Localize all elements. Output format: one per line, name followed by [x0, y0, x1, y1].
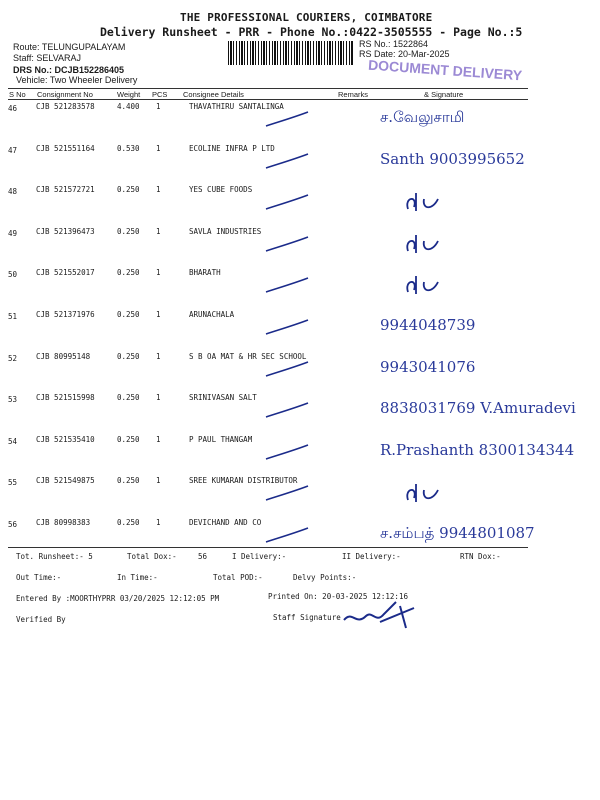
row-consignee: S B OA MAT & HR SEC SCHOOL [189, 352, 307, 361]
barcode [228, 41, 354, 65]
row-signature: 9943041076 [380, 358, 476, 376]
rs-number: RS No.: 1522864 [359, 39, 429, 49]
col-pcs: PCS [152, 90, 168, 99]
row-signature: 9944048739 [380, 316, 476, 334]
row-pcs: 1 [156, 518, 161, 527]
delivery-tick-mark [262, 235, 312, 255]
delivery-tick-mark [262, 276, 312, 296]
delivery-tick-mark [262, 110, 312, 130]
col-weight: Weight [117, 90, 141, 99]
col-sno: S No [9, 90, 26, 99]
row-pcs: 1 [156, 476, 161, 485]
row-consignment-no: CJB 521552017 [36, 268, 95, 277]
delivery-tick-mark [262, 401, 312, 421]
row-sno: 52 [8, 354, 18, 363]
initials-scribble [402, 189, 442, 215]
row-consignment-no: CJB 521283578 [36, 102, 95, 111]
row-sno: 53 [8, 395, 18, 404]
delivery-tick-mark [262, 318, 312, 338]
printed-on: Printed On: 20-03-2025 12:12:16 [268, 592, 408, 601]
row-sno: 47 [8, 146, 18, 155]
row-weight: 0.250 [117, 227, 140, 236]
col-consignment: Consignment No [37, 90, 93, 99]
row-sno: 51 [8, 312, 18, 321]
out-time: Out Time:- [16, 573, 62, 582]
total-dox-label: Total Dox:- [127, 552, 177, 561]
row-sno: 48 [8, 187, 18, 196]
drs-number: DRS No.: DCJB152286405 [13, 65, 125, 75]
staff-signature-scribble [340, 598, 430, 630]
delivery-tick-mark [262, 484, 312, 504]
row-consignment-no: CJB 521535410 [36, 435, 95, 444]
delivery-tick-mark [262, 443, 312, 463]
initials-scribble [402, 272, 442, 298]
header-top-rule [8, 88, 528, 89]
col-signature: & Signature [424, 90, 464, 99]
row-consignment-no: CJB 521572721 [36, 185, 95, 194]
row-sno: 46 [8, 104, 18, 113]
row-consignee: SAVLA INDUSTRIES [189, 227, 262, 236]
ii-delivery: II Delivery:- [342, 552, 401, 561]
row-pcs: 1 [156, 268, 161, 277]
row-weight: 0.250 [117, 352, 140, 361]
company-title: THE PROFESSIONAL COURIERS, COIMBATORE [180, 11, 433, 24]
row-consignee: ECOLINE INFRA P LTD [189, 144, 275, 153]
initials-scribble [402, 231, 442, 257]
staff-signature-label: Staff Signature [273, 613, 341, 622]
row-consignee: YES CUBE FOODS [189, 185, 253, 194]
runsheet-subtitle: Delivery Runsheet - PRR - Phone No.:0422-3505555 - Page No.:5 [100, 25, 523, 39]
row-sno: 55 [8, 478, 18, 487]
row-weight: 4.400 [117, 102, 140, 111]
row-pcs: 1 [156, 144, 161, 153]
row-consignment-no: CJB 521371976 [36, 310, 95, 319]
verified-by: Verified By [16, 615, 66, 624]
row-weight: 0.250 [117, 268, 140, 277]
vehicle-label: Vehicle: Two Wheeler Delivery [16, 75, 138, 85]
route-label: Route: TELUNGUPALAYAM [13, 42, 126, 52]
delivery-tick-mark [262, 193, 312, 213]
delivery-tick-mark [262, 526, 312, 546]
row-sno: 54 [8, 437, 18, 446]
row-pcs: 1 [156, 102, 161, 111]
row-sno: 49 [8, 229, 18, 238]
row-consignee: THAVATHIRU SANTALINGA [189, 102, 284, 111]
row-weight: 0.250 [117, 310, 140, 319]
row-weight: 0.250 [117, 185, 140, 194]
delivery-tick-mark [262, 360, 312, 380]
row-weight: 0.250 [117, 476, 140, 485]
row-consignment-no: CJB 80998383 [36, 518, 91, 527]
entered-by: Entered By :MOORTHYPRR 03/20/2025 12:12:05 PM [16, 594, 220, 603]
row-consignment-no: CJB 521515998 [36, 393, 95, 402]
rs-date: RS Date: 20-Mar-2025 [359, 49, 450, 59]
row-signature: Santh 9003995652 [380, 150, 525, 168]
row-pcs: 1 [156, 352, 161, 361]
total-pod: Total POD:- [213, 573, 263, 582]
in-time: In Time:- [117, 573, 158, 582]
row-consignee: P PAUL THANGAM [189, 435, 253, 444]
delvy-points: Delvy Points:- [293, 573, 357, 582]
row-weight: 0.250 [117, 393, 140, 402]
delivery-stamp: DOCUMENT DELIVERY [367, 56, 523, 84]
row-weight: 0.250 [117, 435, 140, 444]
row-signature: ச.வேலுசாமி [380, 108, 465, 126]
header-bottom-rule [8, 99, 528, 100]
row-consignment-no: CJB 521551164 [36, 144, 95, 153]
initials-scribble [402, 480, 442, 506]
row-signature: R.Prashanth 8300134344 [380, 441, 575, 459]
row-sno: 56 [8, 520, 18, 529]
row-consignee: BHARATH [189, 268, 221, 277]
row-pcs: 1 [156, 227, 161, 236]
row-consignee: ARUNACHALA [189, 310, 235, 319]
row-consignment-no: CJB 80995148 [36, 352, 91, 361]
footer-rule [8, 547, 528, 548]
total-dox-value: 56 [198, 552, 208, 561]
row-consignee: SRINIVASAN SALT [189, 393, 257, 402]
row-consignment-no: CJB 521549875 [36, 476, 95, 485]
rtn-dox: RTN Dox:- [460, 552, 501, 561]
row-pcs: 1 [156, 435, 161, 444]
row-pcs: 1 [156, 393, 161, 402]
row-weight: 0.250 [117, 518, 140, 527]
row-sno: 50 [8, 270, 18, 279]
row-weight: 0.530 [117, 144, 140, 153]
col-consignee: Consignee Details [183, 90, 244, 99]
row-signature: ச.சம்பத் 9944801087 [380, 524, 535, 542]
staff-label: Staff: SELVARAJ [13, 53, 82, 63]
col-remarks: Remarks [338, 90, 369, 99]
tot-runsheet: Tot. Runsheet:- 5 [16, 552, 93, 561]
row-consignment-no: CJB 521396473 [36, 227, 95, 236]
row-pcs: 1 [156, 310, 161, 319]
row-signature: 8838031769 V.Amuradevi [380, 399, 576, 417]
row-consignee: DEVICHAND AND CO [189, 518, 262, 527]
i-delivery: I Delivery:- [232, 552, 287, 561]
row-pcs: 1 [156, 185, 161, 194]
row-consignee: SREE KUMARAN DISTRIBUTOR [189, 476, 298, 485]
delivery-tick-mark [262, 152, 312, 172]
